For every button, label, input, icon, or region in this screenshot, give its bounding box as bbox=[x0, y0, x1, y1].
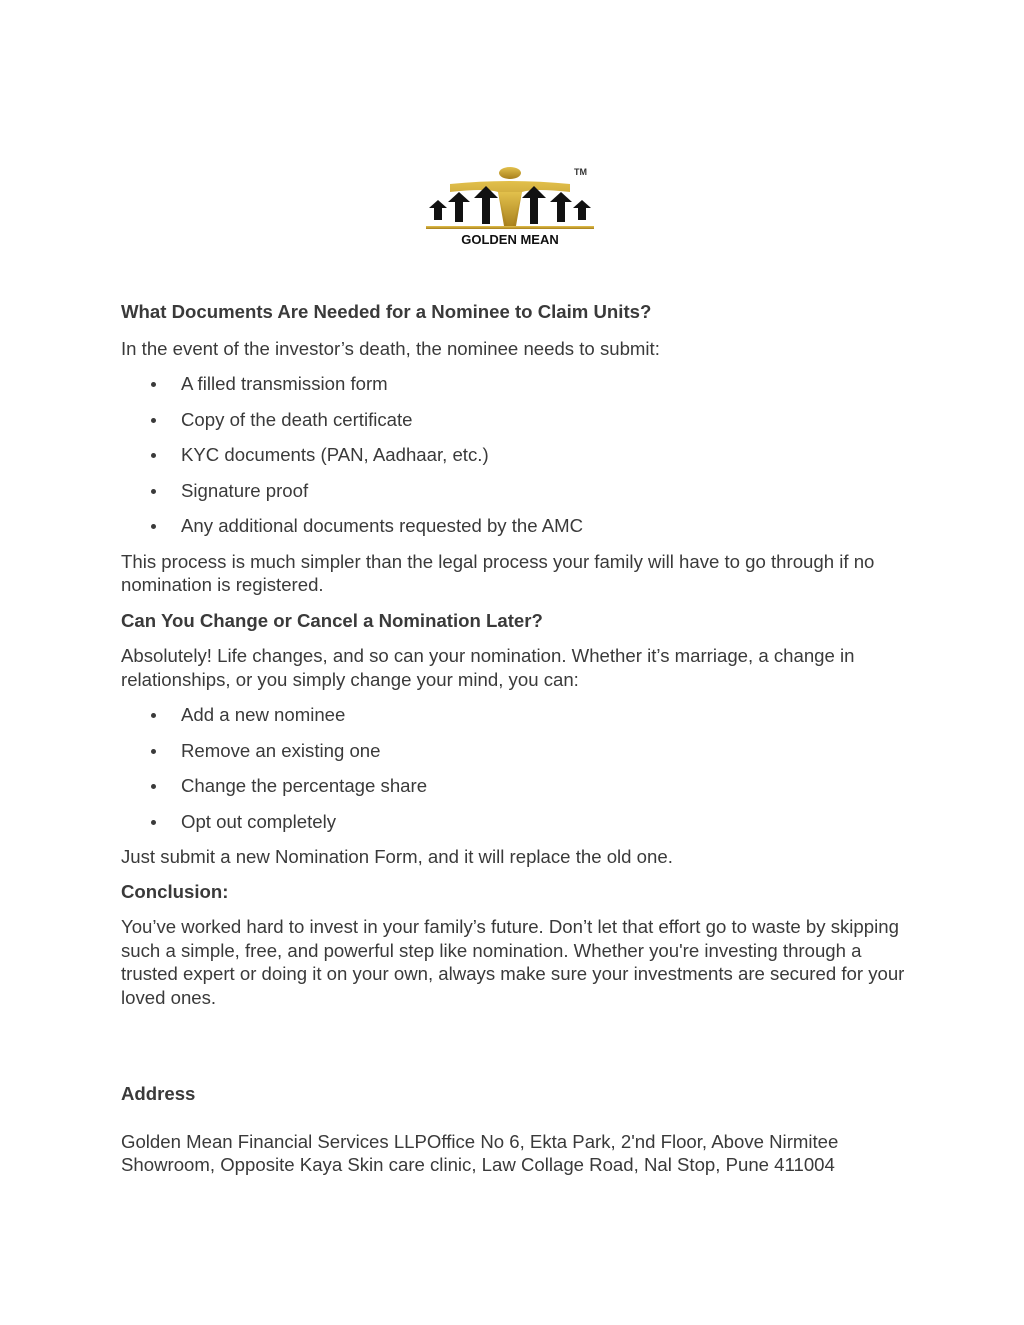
address-text: Golden Mean Financial Services LLPOffice No 6, Ekta Park, 2'nd Floor, Above Nirmitee Showroom, Opposite Kaya Skin care clinic, Law Collage Road, Nal Stop, Pune 411004 bbox=[121, 1130, 839, 1175]
list-item-text: Any additional documents requested by the AMC bbox=[181, 515, 584, 536]
address-heading: Address bbox=[121, 1083, 196, 1104]
list-item-text: A filled transmission form bbox=[181, 373, 388, 394]
list-item bbox=[121, 703, 911, 727]
bullet-icon bbox=[151, 749, 156, 754]
logo-wordmark: GOLDEN MEAN bbox=[461, 232, 559, 247]
list-item-text: Copy of the death certificate bbox=[181, 408, 413, 430]
list-item bbox=[121, 443, 911, 467]
bullet-icon bbox=[151, 382, 156, 387]
bullet-icon bbox=[151, 453, 156, 458]
conclusion-heading: Conclusion: bbox=[121, 880, 229, 902]
logo-graphic bbox=[424, 164, 596, 250]
list-item bbox=[121, 810, 911, 834]
trademark-mark: TM bbox=[574, 167, 587, 177]
list-item-text: KYC documents (PAN, Aadhaar, etc.) bbox=[181, 444, 489, 465]
bullet-icon bbox=[151, 784, 156, 789]
list-item-text: Signature proof bbox=[181, 479, 309, 501]
change-options-list bbox=[121, 703, 911, 833]
section-closing-documents: This process is much simpler than the legal process your family will have to go through if no nomination is registered. bbox=[121, 550, 875, 595]
list-item-text: Remove an existing one bbox=[181, 739, 381, 761]
list-item bbox=[121, 774, 911, 798]
bullet-icon bbox=[151, 713, 156, 718]
section-heading-documents: What Documents Are Needed for a Nominee to Claim Units? bbox=[121, 301, 652, 322]
list-item-text: Change the percentage share bbox=[181, 775, 428, 796]
bullet-icon bbox=[151, 820, 156, 825]
section-intro-change-nomination: Absolutely! Life changes, and so can your nomination. Whether it’s marriage, a change in relationships, or you simply change your mind, you can: bbox=[121, 645, 855, 690]
section-closing-change-nomination: Just submit a new Nomination Form, and it will replace the old one. bbox=[121, 846, 673, 867]
documents-list bbox=[121, 372, 911, 538]
list-item bbox=[121, 408, 911, 432]
document-body bbox=[121, 298, 911, 1177]
list-item-text: Add a new nominee bbox=[181, 704, 346, 725]
list-item bbox=[121, 479, 911, 503]
list-item bbox=[121, 739, 911, 763]
bullet-icon bbox=[151, 489, 156, 494]
section-intro-documents: In the event of the investor’s death, the nominee needs to submit: bbox=[121, 337, 660, 359]
conclusion-text: You’ve worked hard to invest in your family’s future. Don’t let that effort go to waste by skipping such a simple, free, and powerful step like nomination. Whether you're investing through a trusted expert or doing it on your own, always make sure your investments are secured for your loved ones. bbox=[121, 916, 905, 1008]
golden-mean-logo bbox=[424, 164, 596, 250]
bullet-icon bbox=[151, 418, 156, 423]
list-item bbox=[121, 372, 911, 396]
list-item-text: Opt out completely bbox=[181, 810, 337, 832]
section-heading-change-nomination: Can You Change or Cancel a Nomination Later? bbox=[121, 609, 543, 631]
bullet-icon bbox=[151, 524, 156, 529]
list-item bbox=[121, 514, 911, 538]
